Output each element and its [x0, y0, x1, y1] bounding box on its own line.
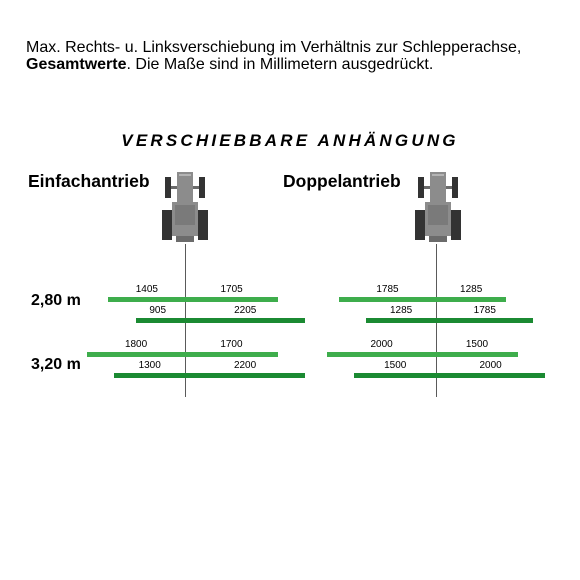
- shift-bar: [366, 318, 533, 323]
- intro-bold: Gesamtwerte: [26, 55, 127, 73]
- panel-title-doppelantrieb: Doppelantrieb: [283, 171, 401, 191]
- intro-part1: Max. Rechts- u. Linksverschiebung im Verhältnis zur Schlepperachse,: [26, 39, 522, 56]
- panel-title-einfachantrieb: Einfachantrieb: [28, 171, 150, 191]
- shift-value-right: 1285: [460, 284, 483, 295]
- shift-value-right: 2000: [479, 360, 502, 371]
- shift-value-right: 2205: [234, 305, 257, 316]
- shift-value-right: 1705: [220, 284, 243, 295]
- shift-value-right: 1700: [220, 339, 243, 350]
- shift-value-left: 1300: [138, 360, 161, 371]
- intro-text: [26, 40, 566, 73]
- shift-value-left: 1285: [389, 305, 413, 316]
- shift-value-right: 1785: [473, 305, 496, 316]
- width-label-280: 2,80 m: [31, 292, 81, 309]
- shift-bar: [327, 352, 518, 357]
- shift-value-left: 1500: [384, 360, 407, 371]
- shift-bar: [339, 297, 506, 302]
- shift-bar: [354, 373, 545, 378]
- shift-value-left: 2000: [370, 339, 393, 350]
- shift-bar: [87, 352, 278, 357]
- shift-value-left: 1800: [124, 339, 148, 350]
- width-label-320: 3,20 m: [31, 356, 81, 373]
- shift-bar: [114, 373, 305, 378]
- diagram-heading: VERSCHIEBBARE ANHÄNGUNG: [121, 131, 459, 150]
- intro-part2: . Die Maße sind in Millimetern ausgedrückt.: [126, 55, 434, 73]
- shift-value-left: 905: [149, 305, 167, 316]
- shift-value-left: 1405: [135, 284, 158, 295]
- shift-bar: [108, 297, 277, 302]
- shift-bar: [136, 318, 305, 323]
- tractor-icon: [162, 170, 208, 244]
- tractor-icon: [415, 170, 461, 244]
- shift-value-right: 1500: [465, 339, 489, 350]
- shift-value-right: 2200: [233, 360, 257, 371]
- shift-value-left: 1785: [376, 284, 399, 295]
